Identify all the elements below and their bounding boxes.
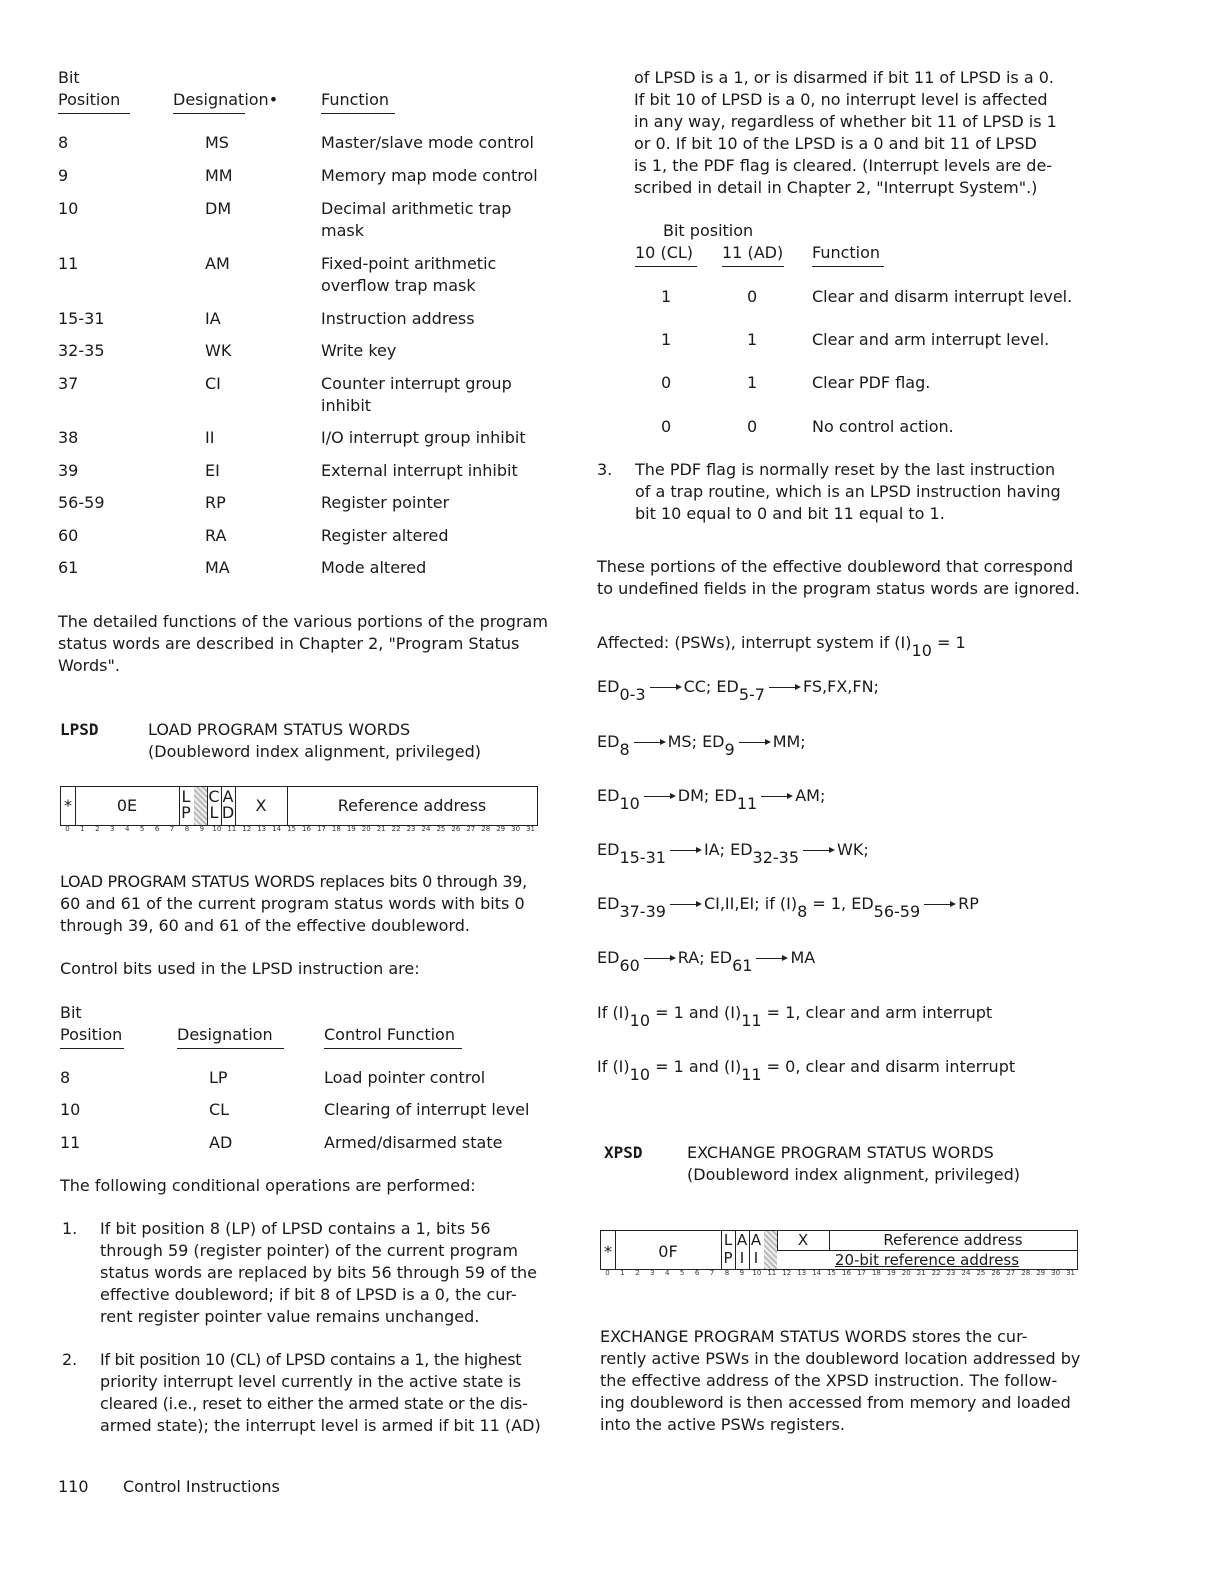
bp-cell-ad: 1 (747, 330, 758, 349)
paragraph-line: LOAD PROGRAM STATUS WORDS replaces bits 0 through 39, (60, 872, 527, 891)
paragraph-line: Words". (58, 656, 120, 675)
table-cell-bit: 37 (58, 374, 79, 393)
list-item-line: cleared (i.e., reset to either the armed state or the dis- (100, 1394, 528, 1413)
p-bit: P (723, 1249, 733, 1267)
arrow-icon (761, 796, 791, 798)
list-item-line: through 59 (register pointer) of the current program (100, 1241, 518, 1260)
bit-ruler-tick: 1 (620, 1269, 625, 1277)
bit-ruler-tick: 4 (124, 825, 130, 833)
bit-ruler-tick: 28 (1021, 1269, 1031, 1277)
table-header-bit: Bit (58, 68, 80, 87)
bit-ruler-tick: 7 (169, 825, 175, 833)
bit-ruler-tick: 3 (110, 825, 115, 833)
bit-ruler-tick: 25 (436, 825, 446, 833)
bit-ruler-tick: 16 (302, 825, 311, 833)
bit-ruler-tick: 13 (797, 1269, 807, 1277)
bp-col-ad: 11 (AD) (722, 242, 784, 267)
table-cell-designation: RP (205, 493, 226, 512)
bit-ruler-tick: 0 (65, 825, 70, 833)
bit-ruler-tick: 13 (257, 825, 267, 833)
bp-cell-cl: 1 (661, 287, 672, 306)
table-cell-designation: IA (205, 309, 221, 328)
table-cell-function-cont: mask (321, 221, 364, 240)
lpsd-title: LOAD PROGRAM STATUS WORDS (148, 720, 411, 739)
reference-address-field: Reference address (337, 796, 487, 815)
table-header-position: Position (58, 89, 130, 114)
list-item-line: If bit position 8 (LP) of LPSD contains a 1, bits 56 (100, 1219, 491, 1238)
table-cell-designation: AM (205, 254, 230, 273)
index-field: X (255, 796, 267, 815)
bit-ruler-tick: 10 (212, 825, 222, 833)
arrow-icon (769, 687, 799, 689)
table-cell-function: Decimal arithmetic trap (321, 199, 512, 218)
table-cell-bit: 60 (58, 526, 79, 545)
bit-ruler-tick: 3 (650, 1269, 655, 1277)
bit-ruler-tick: 11 (767, 1269, 777, 1277)
bit-ruler-tick: 14 (812, 1269, 822, 1277)
arrow-icon (739, 742, 769, 744)
bp-cell-ad: 0 (747, 287, 758, 306)
bp-col-cl: 10 (CL) (635, 242, 697, 267)
paragraph-line: The following conditional operations are performed: (60, 1176, 476, 1195)
paragraph-line: ing doubleword is then accessed from memory and loaded (600, 1393, 1071, 1412)
indirect-flag: * (64, 796, 72, 815)
lp-bit-top: L (181, 787, 191, 806)
list-number: 1. (62, 1219, 78, 1238)
bit-ruler-tick: 11 (227, 825, 237, 833)
paragraph-line: the effective address of the XPSD instruction. The follow- (600, 1371, 1058, 1390)
table-cell-designation: MM (205, 166, 233, 185)
bp-cell-function: Clear and arm interrupt level. (812, 330, 1050, 349)
paragraph-line: of LPSD is a 1, or is disarmed if bit 11 of LPSD is a 0. (634, 68, 1054, 87)
bit-ruler (60, 825, 538, 832)
l-bit: L (723, 1231, 733, 1249)
bit-ruler-tick: 20 (361, 825, 371, 833)
paragraph-line: into the active PSWs registers. (600, 1415, 845, 1434)
bit-ruler-tick: 16 (842, 1269, 851, 1277)
table-cell-designation: MS (205, 133, 229, 152)
paragraph-line: Control bits used in the LPSD instruction are: (60, 959, 420, 978)
reference-address-field: Reference address (883, 1231, 1023, 1249)
arrow-icon (644, 958, 674, 960)
paragraph-line: These portions of the effective doubleword that correspond (597, 557, 1074, 576)
lp-bit-bottom: P (181, 803, 191, 822)
ctrl-cell-designation: LP (209, 1068, 228, 1087)
table-cell-bit: 15-31 (58, 309, 105, 328)
ctrl-header-function: Control Function (324, 1024, 462, 1049)
footer-section: Control Instructions (123, 1477, 280, 1496)
paragraph-line: The detailed functions of the various portions of the program (58, 612, 548, 631)
table-cell-designation: EI (205, 461, 220, 480)
ctrl-header-bit: Bit (60, 1003, 82, 1022)
equation: $ED_{10}$ DM; $ED_{11}$ AM; (597, 786, 826, 813)
bit-ruler-tick: 31 (526, 825, 535, 833)
ctrl-cell-function: Load pointer control (324, 1068, 486, 1087)
table-cell-bit: 39 (58, 461, 79, 480)
table-cell-function-cont: inhibit (321, 396, 372, 415)
unused-bit-shade (194, 787, 207, 825)
bp-cell-cl: 0 (661, 417, 672, 436)
arrow-icon (670, 850, 700, 852)
paragraph-line: in any way, regardless of whether bit 11 of LPSD is 1 (634, 112, 1057, 131)
arrow-icon (924, 904, 954, 906)
table-cell-function: Register altered (321, 526, 449, 545)
bit-ruler-tick: 24 (961, 1269, 971, 1277)
xpsd-title: EXCHANGE PROGRAM STATUS WORDS (687, 1143, 994, 1162)
table-cell-function: Memory map mode control (321, 166, 538, 185)
table-cell-function: External interrupt inhibit (321, 461, 518, 480)
ai-bit-top: A (736, 1231, 748, 1249)
table-cell-bit: 9 (58, 166, 69, 185)
table-cell-designation: WK (205, 341, 232, 360)
paragraph-line: 60 and 61 of the current program status words with bits 0 (60, 894, 525, 913)
bit-ruler-tick: 22 (931, 1269, 941, 1277)
arrow-icon (634, 742, 664, 744)
ctrl-cell-bit: 10 (60, 1100, 81, 1119)
table-cell-function: Counter interrupt group (321, 374, 512, 393)
bit-ruler-tick: 23 (406, 825, 416, 833)
bit-ruler-tick: 27 (466, 825, 476, 833)
bit-ruler (600, 1269, 1078, 1276)
bit-ruler-tick: 17 (316, 825, 326, 833)
bp-cell-ad: 1 (747, 373, 758, 392)
bp-cell-cl: 0 (661, 373, 672, 392)
bit-ruler-tick: 12 (242, 825, 252, 833)
ctrl-header-designation: Designation (177, 1024, 284, 1049)
paragraph-line: or 0. If bit 10 of the LPSD is a 0 and bit 11 of LPSD (634, 134, 1037, 153)
list-item-line: rent register pointer value remains unchanged. (100, 1307, 480, 1326)
ctrl-cell-bit: 8 (60, 1068, 71, 1087)
lpsd-instruction-format (60, 786, 538, 833)
paragraph-line: through 39, 60 and 61 of the effective doubleword. (60, 916, 470, 935)
bit-ruler-tick: 15 (827, 1269, 836, 1277)
paragraph-line: EXCHANGE PROGRAM STATUS WORDS stores the cur- (600, 1327, 1028, 1346)
table-cell-bit: 11 (58, 254, 79, 273)
bit-ruler-tick: 8 (184, 825, 190, 833)
table-cell-designation: II (205, 428, 215, 447)
bit-ruler-tick: 9 (199, 825, 205, 833)
equation: $ED_{15-31}$ IA; $ED_{32-35}$ WK; (597, 840, 869, 867)
bit-ruler-tick: 5 (139, 825, 145, 833)
bp-cell-function: No control action. (812, 417, 954, 436)
bit-ruler-tick: 29 (496, 825, 506, 833)
xpsd-subtitle: (Doubleword index alignment, privileged) (687, 1165, 1020, 1184)
bit-ruler-tick: 10 (752, 1269, 762, 1277)
equation: If $(I)_{10} = 1$ and $(I)_{11} = 1$, clear and arm interrupt (597, 1003, 993, 1030)
opcode-field: 0F (658, 1242, 678, 1261)
bit-ruler-tick: 15 (287, 825, 296, 833)
ai2-bit-bottom: I (753, 1249, 759, 1267)
paragraph-line: If bit 10 of LPSD is a 0, no interrupt level is affected (634, 90, 1048, 109)
bit-ruler-tick: 26 (991, 1269, 1001, 1277)
table-cell-bit: 38 (58, 428, 79, 447)
ctrl-header-position: Position (60, 1024, 124, 1049)
table-header-function: Function (321, 89, 395, 114)
paragraph-line: scribed in detail in Chapter 2, "Interrupt System".) (634, 178, 1038, 197)
ai-bit-bottom: I (739, 1249, 745, 1267)
table-cell-bit: 61 (58, 558, 79, 577)
ad-bit-bottom: D (221, 803, 235, 822)
bit-ruler-tick: 23 (946, 1269, 956, 1277)
table-cell-function: Write key (321, 341, 397, 360)
ctrl-cell-bit: 11 (60, 1133, 81, 1152)
bit-ruler-tick: 14 (272, 825, 282, 833)
bit-ruler-tick: 7 (709, 1269, 715, 1277)
equation: $ED_{60}$ RA; $ED_{61}$ MA (597, 948, 816, 975)
ctrl-cell-function: Armed/disarmed state (324, 1133, 503, 1152)
bit-ruler-tick: 12 (782, 1269, 792, 1277)
table-cell-designation: CI (205, 374, 221, 393)
bit-ruler-tick: 18 (331, 825, 341, 833)
arrow-icon (803, 850, 833, 852)
table-cell-function-cont: overflow trap mask (321, 276, 476, 295)
table-cell-function: Fixed-point arithmetic (321, 254, 497, 273)
index-field: X (797, 1231, 809, 1249)
table-cell-bit: 56-59 (58, 493, 105, 512)
ai2-bit-top: A (750, 1231, 762, 1249)
unused-bit-shade (764, 1231, 777, 1269)
bit-ruler-tick: 22 (391, 825, 401, 833)
table-header-designation: Designation• (173, 89, 245, 114)
bit-ruler-tick: 21 (916, 1269, 926, 1277)
page-number: 110 (58, 1477, 89, 1496)
equation: $ED_8$ MS; $ED_9$ MM; (597, 732, 806, 759)
table-cell-function: Register pointer (321, 493, 450, 512)
indirect-flag: * (604, 1242, 612, 1261)
table-cell-function: Mode altered (321, 558, 427, 577)
bit-ruler-tick: 6 (694, 1269, 700, 1277)
affected-line: Affected: (PSWs), interrupt system if $(I)_{10} = 1$ (597, 633, 966, 660)
bit-ruler-tick: 25 (976, 1269, 986, 1277)
ctrl-cell-designation: CL (209, 1100, 230, 1119)
bit-ruler-tick: 24 (421, 825, 431, 833)
equation: $ED_{37-39}$ CI,II,EI; if $(I)_8 = 1$, $ED_{56-59}$ RP (597, 894, 979, 921)
bit-ruler-tick: 29 (1036, 1269, 1046, 1277)
ctrl-cell-designation: AD (209, 1133, 233, 1152)
table-cell-bit: 32-35 (58, 341, 105, 360)
opcode-field: 0E (116, 796, 138, 815)
bit-ruler-tick: 2 (635, 1269, 640, 1277)
twenty-bit-address-field: 20-bit reference address (834, 1251, 1020, 1269)
bit-ruler-tick: 18 (871, 1269, 881, 1277)
bit-ruler-tick: 30 (511, 825, 521, 833)
arrow-icon (756, 958, 786, 960)
table-cell-bit: 8 (58, 133, 69, 152)
table-cell-function: Instruction address (321, 309, 475, 328)
list-item-line: effective doubleword; if bit 8 of LPSD is a 0, the cur- (100, 1285, 517, 1304)
ctrl-cell-function: Clearing of interrupt level (324, 1100, 530, 1119)
table-cell-designation: RA (205, 526, 227, 545)
table-cell-designation: MA (205, 558, 230, 577)
paragraph-line: is 1, the PDF flag is cleared. (Interrupt levels are de- (634, 156, 1053, 175)
bp-cell-ad: 0 (747, 417, 758, 436)
cl-bit-top: C (208, 787, 220, 806)
bit-ruler-tick: 30 (1051, 1269, 1061, 1277)
bit-ruler-tick: 19 (346, 825, 356, 833)
bit-ruler-tick: 26 (451, 825, 461, 833)
list-item-line: of a trap routine, which is an LPSD instruction having (635, 482, 1061, 501)
bp-cell-cl: 1 (661, 330, 672, 349)
table-cell-bit: 10 (58, 199, 79, 218)
bit-ruler-tick: 6 (154, 825, 160, 833)
list-item-line: bit 10 equal to 0 and bit 11 equal to 1. (635, 504, 945, 523)
table-cell-function: I/O interrupt group inhibit (321, 428, 526, 447)
bit-ruler-tick: 2 (95, 825, 100, 833)
paragraph-line: rently active PSWs in the doubleword location addressed by (600, 1349, 1081, 1368)
list-item-line: status words are replaced by bits 56 through 59 of the (100, 1263, 537, 1282)
bit-ruler-tick: 27 (1006, 1269, 1016, 1277)
equation: $ED_{0-3}$ CC; $ED_{5-7}$ FS,FX,FN; (597, 677, 879, 704)
bit-ruler-tick: 1 (80, 825, 85, 833)
list-number: 3. (597, 460, 613, 479)
arrow-icon (644, 796, 674, 798)
list-item-line: If bit position 10 (CL) of LPSD contains a 1, the highest (100, 1350, 522, 1369)
bit-ruler-tick: 28 (481, 825, 491, 833)
xpsd-instruction-format (600, 1230, 1078, 1277)
bit-ruler-tick: 5 (679, 1269, 685, 1277)
bp-cell-function: Clear PDF flag. (812, 373, 931, 392)
table-cell-function: Master/slave mode control (321, 133, 534, 152)
table-cell-designation: DM (205, 199, 232, 218)
bit-ruler-tick: 17 (856, 1269, 866, 1277)
arrow-icon (650, 687, 680, 689)
bit-ruler-tick: 4 (664, 1269, 670, 1277)
arrow-icon (670, 904, 700, 906)
list-item-line: armed state); the interrupt level is armed if bit 11 (AD) (100, 1416, 541, 1435)
bp-col-function: Function (812, 242, 884, 267)
ad-bit-top: A (222, 787, 234, 806)
lpsd-mnemonic: LPSD (60, 720, 99, 739)
bit-ruler-tick: 8 (724, 1269, 730, 1277)
bit-ruler-tick: 21 (376, 825, 386, 833)
cl-bit-bottom: L (209, 803, 219, 822)
list-number: 2. (62, 1350, 78, 1369)
paragraph-line: to undefined fields in the program status words are ignored. (597, 579, 1080, 598)
bit-ruler-tick: 19 (886, 1269, 896, 1277)
bp-cell-function: Clear and disarm interrupt level. (812, 287, 1073, 306)
bit-ruler-tick: 20 (901, 1269, 911, 1277)
bp-header: Bit position (663, 221, 754, 240)
paragraph-line: status words are described in Chapter 2, "Program Status (58, 634, 520, 653)
bit-ruler-tick: 9 (739, 1269, 745, 1277)
list-item-line: priority interrupt level currently in the active state is (100, 1372, 522, 1391)
bit-ruler-tick: 0 (605, 1269, 610, 1277)
xpsd-mnemonic: XPSD (604, 1143, 643, 1162)
equation: If $(I)_{10} = 1$ and $(I)_{11} = 0$, clear and disarm interrupt (597, 1057, 1016, 1084)
bit-ruler-tick: 31 (1066, 1269, 1075, 1277)
list-item-line: The PDF flag is normally reset by the last instruction (635, 460, 1056, 479)
lpsd-subtitle: (Doubleword index alignment, privileged) (148, 742, 481, 761)
